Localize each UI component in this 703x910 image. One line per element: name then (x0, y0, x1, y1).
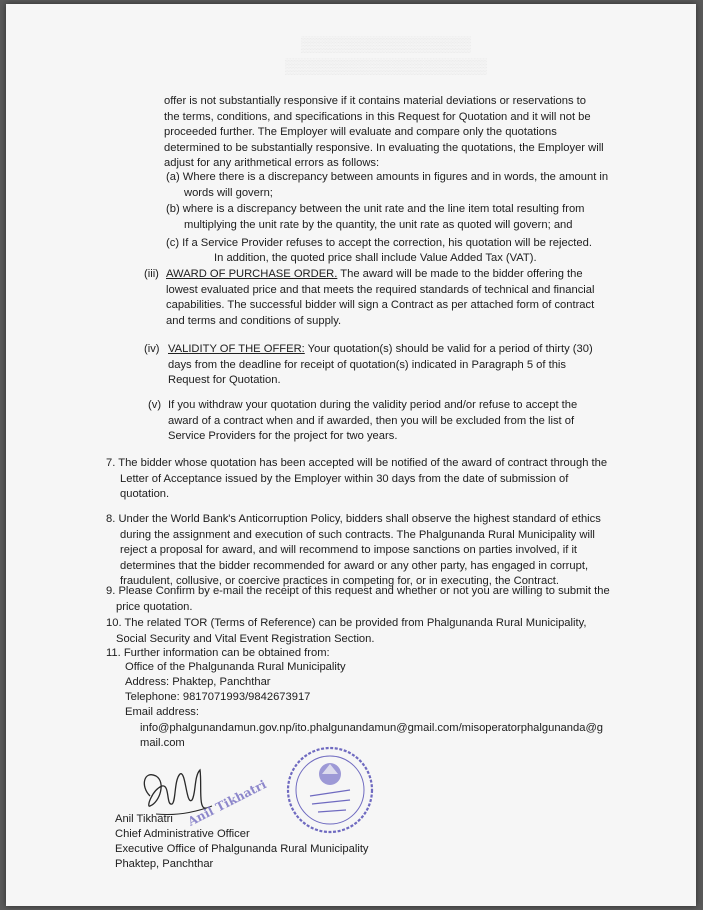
signatory-title: Chief Administrative Officer (115, 828, 250, 840)
item-11: 11. Further information can be obtained from: (106, 647, 330, 659)
item-iv-number: (iv) (144, 343, 160, 355)
stamp-name-impression: Anil Tikhatri (185, 777, 269, 829)
contact-email-line-1: info@phalgunandamun.gov.np/ito.phalgunandamun@gmail.com/misoperatorphalgunanda@g (140, 722, 604, 734)
official-round-seal (284, 744, 376, 836)
contact-address: Address: Phaktep, Panchthar (125, 676, 271, 688)
item-c: (c) If a Service Provider refuses to accept the correction, his quotation will be rejected. (166, 237, 592, 249)
document-page (6, 4, 696, 906)
contact-office: Office of the Phalgunanda Rural Municipality (125, 661, 346, 673)
contact-email-label: Email address: (125, 706, 199, 718)
item-iv-title: VALIDITY OF THE OFFER: (168, 343, 305, 355)
item-a: (a) Where there is a discrepancy between amounts in figures and in words, the amount in words will govern; (166, 171, 609, 199)
item-iii-text: The award will be made to the bidder offering the lowest evaluated price and that meets the required standards of technical and financial capabilities. The successful bidder will sign a Contract as per attached form of contract and terms and conditions of supply. (166, 268, 595, 327)
signatory-office: Executive Office of Phalgunanda Rural Municipality (115, 843, 369, 855)
item-iv-text: Your quotation(s) should be valid for a period of thirty (30) days from the deadline for receipt of quotation(s) indicated in Paragraph 5 of this Request for Quotation. (168, 343, 593, 387)
para-intro: offer is not substantially responsive if it contains material deviations or reservations to the terms, conditions, and specifications in this Request for Quotation and it will not be proceeded further. The Employer will evaluate and compare only the quotations determined to be substantially responsive. In evaluating the quotations, the Employer will adjust for any arithmetical errors as follows: (164, 95, 604, 170)
item-9: 9. Please Confirm by e-mail the receipt of this request and whether or not you are willing to submit the price quotation. (106, 585, 610, 613)
item-iii (166, 267, 598, 329)
item-8: 8. Under the World Bank's Anticorruption Policy, bidders shall observe the highest standard of ethics during the assignment and execution of such contracts. The Phalgunanda Rural Municipality will reject a proposal for award, and will recommend to impose sanctions on parties involved, if it determines that the bidder recommended for award or any other party, has engaged in corrupt, fraudulent, collusive, or coercive practices in competing for, or in executing, the Contract. (106, 513, 601, 588)
signatory-name: Anil Tikhatri (115, 813, 173, 825)
item-iv (168, 342, 600, 389)
item-7: 7. The bidder whose quotation has been accepted will be notified of the award of contract through the Letter of Acceptance issued by the Employer within 30 days from the date of submission of quotation. (106, 457, 608, 501)
vat-note: In addition, the quoted price shall include Value Added Tax (VAT). (214, 252, 537, 264)
contact-telephone: Telephone: 9817071993/9842673917 (125, 691, 311, 703)
item-iii-title: AWARD OF PURCHASE ORDER. (166, 268, 338, 280)
item-b: (b) where is a discrepancy between the unit rate and the line item total resulting from multiplying the unit rate by the quantity, the unit rate as quoted will govern; and (166, 203, 585, 231)
item-iii-number: (iii) (144, 268, 159, 280)
bleed-through-header: ▒▒▒▒▒▒▒▒▒▒▒▒▒▒▒▒ ▒▒▒▒▒▒▒▒▒▒▒▒▒▒▒▒▒▒▒ (285, 36, 487, 75)
signatory-location: Phaktep, Panchthar (115, 858, 214, 870)
item-v-number: (v) (148, 399, 162, 411)
contact-email-line-2: mail.com (140, 737, 185, 749)
item-10: 10. The related TOR (Terms of Reference) can be provided from Phalgunanda Rural Municipality, Social Security and Vital Event Registration Section. (106, 617, 587, 645)
item-v: If you withdraw your quotation during the validity period and/or refuse to accept the award of a contract when and if awarded, then you will be excluded from the list of Service Providers for the project for two years. (168, 399, 578, 443)
